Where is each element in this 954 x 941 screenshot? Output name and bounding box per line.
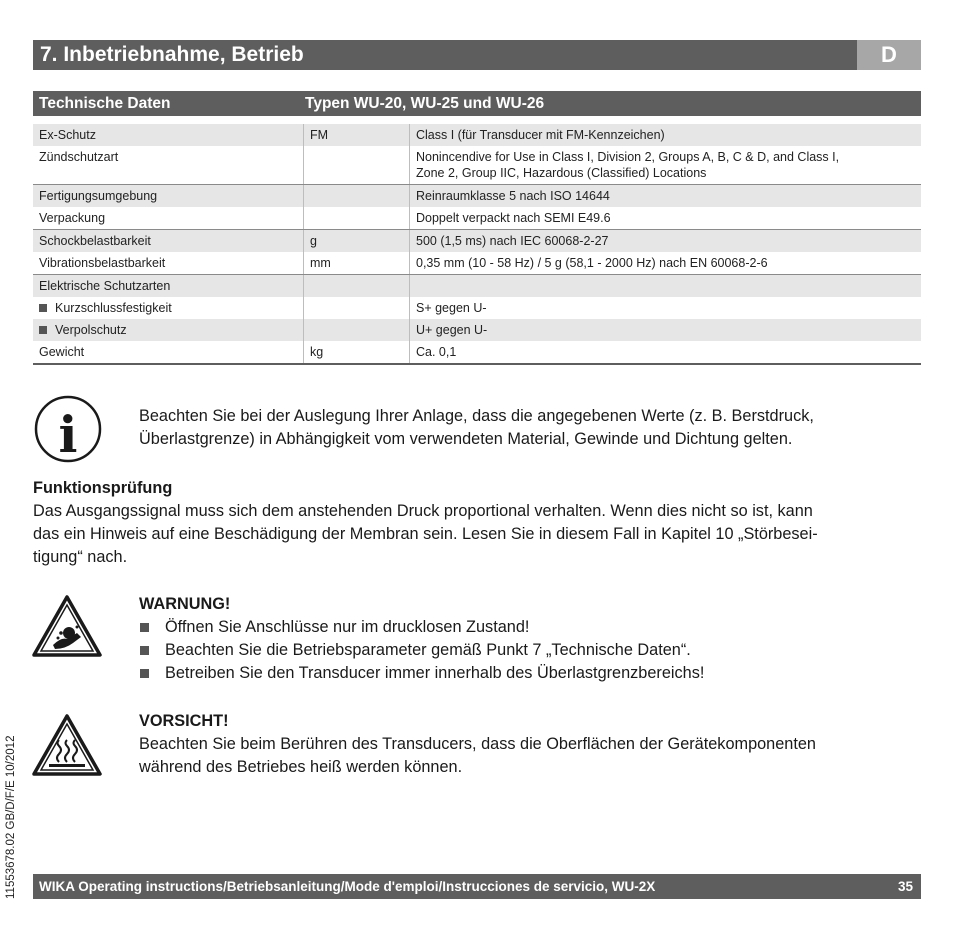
table-row: Elektrische Schutzarten [33,275,921,297]
hot-surface-icon [31,712,103,778]
footer [33,874,921,899]
table-header-label: Technische Daten [39,95,171,112]
table-row: Zündschutzart Nonincendive for Use in Class I, Division 2, Groups A, B, C & D, and Class I, Zone 2, Group IIC, Hazardous (Classified) Locations [33,146,921,185]
function-test-section: Funktionsprüfung Das Ausgangssignal muss sich dem anstehenden Druck proportional verhalten. Wenn dies nicht so ist, kann das ein Hinweis auf eine Beschädigung der Membran sein. Lesen Sie in diesem Fall in Kapitel 10 „Störbesei- tigung“ nach. [33,477,921,569]
technical-data-table [33,124,921,365]
table-row: Fertigungsumgebung Reinraumklasse 5 nach ISO 14644 [33,185,921,207]
page-number: 35 [897,879,913,894]
info-note: Beachten Sie bei der Auslegung Ihrer Anlage, dass die angegebenen Werte (z. B. Berstdruck, Überlastgrenze) in Abhängigkeit vom verwendeten Material, Gewinde und Dichtung gelten. [139,407,814,448]
bullet-square-icon [39,326,47,334]
warning-pressure-icon [31,593,103,659]
table-header-types: Typen WU-20, WU-25 und WU-26 [305,95,545,112]
table-row: Vibrationsbelastbarkeit mm 0,35 mm (10 - 58 Hz) / 5 g (58,1 - 2000 Hz) nach EN 60068-2-6 [33,252,921,275]
warning-title: WARNUNG! [139,595,231,613]
chapter-title: 7. Inbetriebnahme, Betrieb [40,43,304,66]
bullet-square-icon [140,623,149,632]
bullet-square-icon [140,669,149,678]
table-row: Verpolschutz U+ gegen U- [33,319,921,341]
list-item: Betreiben Sie den Transducer immer innerhalb des Überlastgrenzbereichs! [139,662,921,685]
list-item: Beachten Sie die Betriebsparameter gemäß Punkt 7 „Technische Daten“. [139,639,921,662]
table-row: Kurzschlussfestigkeit S+ gegen U- [33,297,921,319]
document-code: 11553678.02 GB/D/F/E 10/2012 [5,735,17,899]
table-row: Gewicht kg Ca. 0,1 [33,341,921,365]
table-row: Ex-Schutz FM Class I (für Transducer mit FM-Kennzeichen) [33,124,921,146]
footer-text: WIKA Operating instructions/Betriebsanleitung/Mode d'emploi/Instrucciones de servicio, WU-2X [39,879,656,894]
bullet-square-icon [39,304,47,312]
bullet-square-icon [140,646,149,655]
info-icon-letter: i [58,405,78,464]
language-tab: D [857,40,921,70]
warning-section [139,593,921,685]
list-item: Öffnen Sie Anschlüsse nur im drucklosen Zustand! [139,616,921,639]
caution-section: VORSICHT! Beachten Sie beim Berühren des Transducers, dass die Oberflächen der Gerätekomponenten während des Betriebes heiß werden können. [139,710,921,779]
table-header [33,91,921,116]
info-icon [33,394,103,464]
function-test-title: Funktionsprüfung [33,479,173,497]
table-row: Verpackung Doppelt verpackt nach SEMI E49.6 [33,207,921,230]
chapter-header [33,40,921,70]
table-row: Schockbelastbarkeit g 500 (1,5 ms) nach IEC 60068-2-27 [33,230,921,252]
caution-title: VORSICHT! [139,712,229,730]
